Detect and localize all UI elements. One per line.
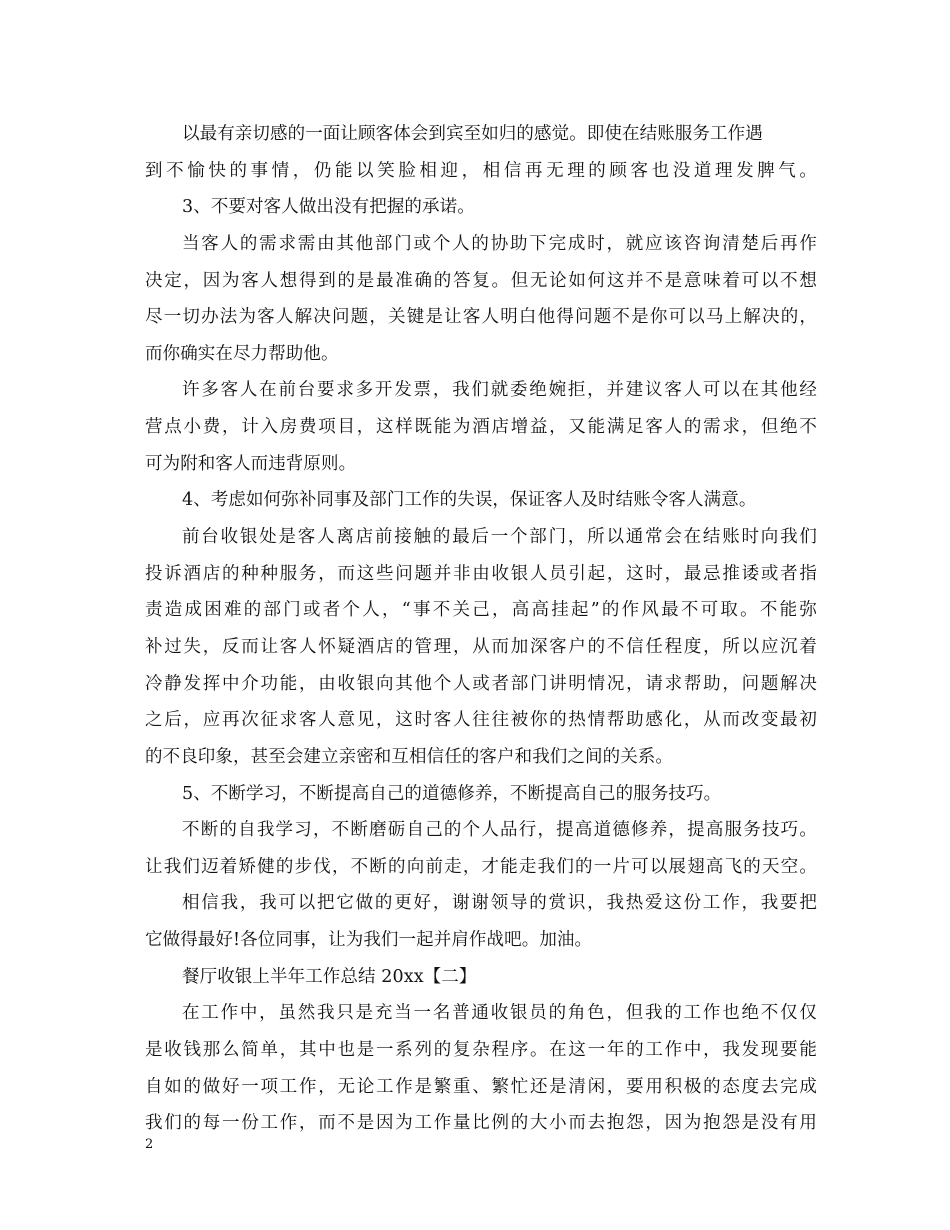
text-line: 之后，应再次征求客人意见，这时客人往往被你的热情帮助感化，从而改变最初 <box>145 710 817 731</box>
text-line: 的不良印象，甚至会建立亲密和互相信任的客户和我们之间的关系。 <box>145 746 673 767</box>
text-line: 我们的每一份工作，而不是因为工作量比例的大小而去抱怨，因为抱怨是没有用 <box>145 1113 817 1134</box>
text-line: 让我们迈着矫健的步伐，不断的向前走，才能走我们的一片可以展翅高飞的天空。 <box>145 856 817 877</box>
text-line: 以最有亲切感的一面让顾客体会到宾至如归的感觉。即使在结账服务工作遇 <box>182 124 763 144</box>
section-title: 餐厅收银上半年工作总结 20xx【二】 <box>182 966 477 987</box>
document-body <box>145 116 817 1142</box>
section-heading: 3、不要对客人做出没有把握的承诺。 <box>182 197 475 218</box>
text-line: 它做得最好!各位同事，让为我们一起并肩作战吧。加油。 <box>145 930 593 951</box>
text-line: 不断的自我学习，不断磨砺自己的个人品行，提高道德修养，提高服务技巧。 <box>182 820 817 841</box>
text-line: 自如的做好一项工作，无论工作是繁重、繁忙还是清闲，要用积极的态度去完成 <box>145 1076 817 1097</box>
page-number: 2 <box>145 1137 154 1152</box>
section-heading: 5、不断学习，不断提高自己的道德修养，不断提高自己的服务技巧。 <box>182 783 722 804</box>
text-line: 补过失，反而让客人怀疑酒店的管理，从而加深客户的不信任程度，所以应沉着 <box>145 636 817 657</box>
text-line: 在工作中，虽然我只是充当一名普通收银员的角色，但我的工作也绝不仅仅 <box>182 1003 817 1024</box>
text-line: 到不愉快的事情，仍能以笑脸相迎，相信再无理的顾客也没道理发脾气。 <box>145 160 817 181</box>
text-line: 冷静发挥中介功能，由收银向其他个人或者部门讲明情况，请求帮助，问题解决 <box>145 673 817 694</box>
text-line: 相信我，我可以把它做的更好，谢谢领导的赏识，我热爱这份工作，我要把 <box>182 893 817 914</box>
text-line: 而你确实在尽力帮助他。 <box>145 343 339 364</box>
text-line: 投诉酒店的种种服务，而这些问题并非由收银人员引起，这时，最忌推诿或者指 <box>145 563 817 584</box>
text-line: 可为附和客人而违背原则。 <box>145 453 357 474</box>
text-line: 营点小费，计入房费项目，这样既能为酒店增益，又能满足客人的需求，但绝不 <box>145 417 817 438</box>
text-line: 是收钱那么简单，其中也是一系列的复杂程序。在这一年的工作中，我发现要能 <box>145 1040 817 1061</box>
section-heading: 4、考虑如何弥补同事及部门工作的失误，保证客人及时结账令客人满意。 <box>182 490 757 511</box>
text-line: 许多客人在前台要求多开发票，我们就委绝婉拒，并建议客人可以在其他经 <box>182 380 817 401</box>
text-line: 当客人的需求需由其他部门或个人的协助下完成时，就应该咨询清楚后再作 <box>182 233 817 254</box>
text-line: 责造成困难的部门或者个人，“事不关己，高高挂起”的作风最不可取。不能弥 <box>145 600 817 621</box>
text-line: 决定，因为客人想得到的是最准确的答复。但无论如何这并不是意味着可以不想 <box>145 270 817 291</box>
text-line: 前台收银处是客人离店前接触的最后一个部门，所以通常会在结账时向我们 <box>182 527 817 548</box>
text-line: 尽一切办法为客人解决问题，关键是让客人明白他得问题不是你可以马上解决的， <box>145 307 817 328</box>
